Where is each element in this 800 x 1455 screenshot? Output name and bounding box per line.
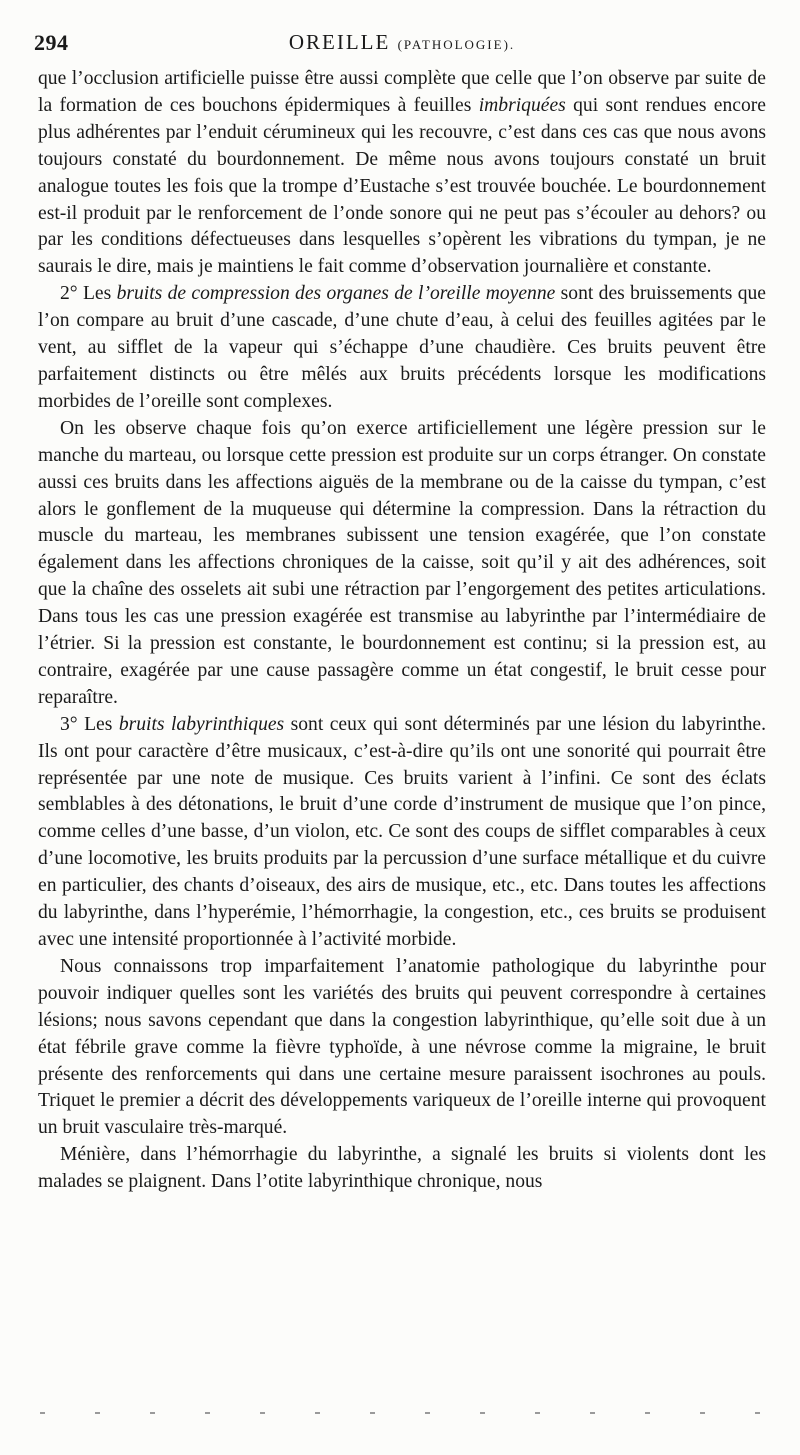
page-number: 294 <box>34 30 69 55</box>
paragraph <box>38 416 766 712</box>
text-run: qui sont rendues encore plus adhérentes par l’enduit cérumineux qui les recouvre, c’est dans ces cas que nous avons toujours constaté du bourdonnement. De même nous avons toujours constaté un bruit analogue toutes les fois que la trompe d’Eustache s’est trouvée bouchée. Le bourdonnement est-il produit par le renforcement de l’onde sonore qui ne peut pas s’écouler au dehors? ou par les conditions défectueuses dans lesquelles s’opèrent les vibrations du tympan, je ne saurais le dire, mais je maintiens le fait comme d’observation journalière et constante. <box>38 94 766 278</box>
body-text <box>38 66 766 1196</box>
paragraph <box>38 1142 766 1196</box>
paragraph <box>38 281 766 416</box>
text-run: que l’occlusion artificielle puisse être aussi complète que celle que l’on observe par suite de la formation de ces bouchons épidermiques à feuilles <box>38 68 766 116</box>
print-mark <box>700 1412 705 1414</box>
text-run: 3° Les <box>60 713 119 735</box>
italic-phrase: bruits labyrinthiques <box>118 713 285 735</box>
print-mark <box>370 1412 375 1414</box>
italic-phrase: imbriquées <box>478 94 566 116</box>
text-run: On les observe chaque fois qu’on exerce artificiellement une légère pression sur le manche du marteau, ou lorsque cette pression est produite sur un corps étranger. On constate aussi ces bruits dans les affections aiguës de la membrane ou de la caisse du tympan, c’est alors le gonflement de la muqueuse qui détermine la compression. Dans la rétraction du muscle du marteau, les membranes subissent une tension exagérée, que l’on constate également dans les affections chroniques de la caisse, soit qu’il y ait des adhérences, soit que la chaîne des osselets ait subi une rétraction par l’engorgement des petites articulations. Dans tous les cas une pression exagérée est transmise au labyrinthe par l’intermédiaire de l’étrier. Si la pression est constante, le bourdonnement est continu; si la pression est, au contraire, exagérée par une cause passagère comme un état congestif, le bruit cesse pour reparaître. <box>38 417 766 708</box>
text-run: sont des bruissements que l’on compare au bruit d’une cascade, d’une chute d’eau, à celui des feuilles agitées par le vent, au sifflet de la vapeur qui s’échappe d’une chaudière. Ces bruits peuvent être parfaitement distincts ou être mêlés aux bruits précédents lorsque les modifications morbides de l’oreille sont complexes. <box>38 283 767 412</box>
print-mark <box>645 1412 650 1414</box>
italic-phrase: bruits de compression des organes de l’oreille moyenne <box>116 283 556 305</box>
running-title-subtitle: (PATHOLOGIE). <box>397 37 516 52</box>
text-run: 2° Les <box>60 283 117 305</box>
paragraph <box>38 66 766 281</box>
paragraph <box>38 712 766 954</box>
print-mark <box>590 1412 595 1414</box>
print-mark <box>205 1412 210 1414</box>
paragraph <box>38 954 766 1142</box>
page-header <box>34 30 770 66</box>
running-title-main: OREILLE <box>288 30 391 54</box>
print-mark <box>40 1412 45 1414</box>
print-mark <box>535 1412 540 1414</box>
running-title <box>34 30 770 55</box>
print-mark <box>95 1412 100 1414</box>
bottom-print-marks <box>40 1412 760 1422</box>
print-mark <box>755 1412 760 1414</box>
print-mark <box>150 1412 155 1414</box>
print-mark <box>260 1412 265 1414</box>
print-mark <box>315 1412 320 1414</box>
text-run: sont ceux qui sont déterminés par une lésion du labyrinthe. Ils ont pour caractère d’être musicaux, c’est-à-dire qu’ils ont une sonorité qui pourrait être représentée par une note de musique. Ces bruits varient à l’infini. Ce sont des éclats semblables à des détonations, le bruit d’une corde d’instrument de musique que l’on pince, comme celles d’une basse, d’un violon, etc. Ce sont des coups de sifflet comparables à ceux d’une locomotive, les bruits produits par la percussion d’une surface métallique et du cuivre en particulier, des chants d’oiseaux, des airs de musique, etc., etc. Dans toutes les affections du labyrinthe, dans l’hyperémie, l’hémorrhagie, la congestion, etc., ces bruits se produisent avec une intensité proportionnée à l’activité morbide. <box>38 713 766 950</box>
print-mark <box>425 1412 430 1414</box>
text-run: Nous connaissons trop imparfaitement l’anatomie pathologique du labyrinthe pour pouvoir indiquer quelles sont les variétés des bruits qui peuvent correspondre à certaines lésions; nous savons cependant que dans la congestion labyrinthique, qu’elle soit due à un état fébrile grave comme la fièvre typhoïde, à une névrose comme la migraine, le bruit présente des renforcements qui dans une certaine mesure paraissent isochrones au pouls. Triquet le premier a décrit des développements variqueux de l’oreille interne qui provoquent un bruit vasculaire très-marqué. <box>38 955 766 1139</box>
text-run: Ménière, dans l’hémorrhagie du labyrinthe, a signalé les bruits si violents dont les malades se plaignent. Dans l’otite labyrinthique chronique, nous <box>38 1144 766 1193</box>
print-mark <box>480 1412 485 1414</box>
